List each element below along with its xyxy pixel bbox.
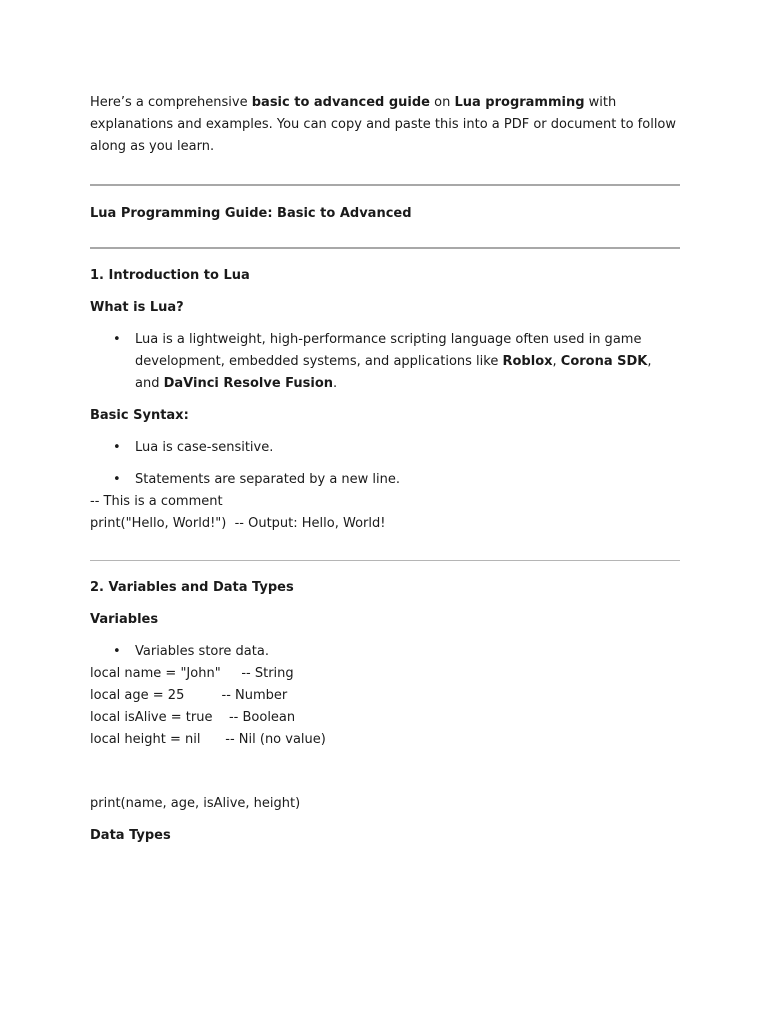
code-line: print(name, age, isAlive, height) <box>90 796 301 811</box>
section-1-heading: 1. Introduction to Lua <box>90 268 250 283</box>
data-types-heading: Data Types <box>90 828 171 843</box>
intro-text-2: on <box>429 95 455 110</box>
section-2 <box>90 577 680 847</box>
bullet-text: , <box>552 354 561 369</box>
bullet-icon: • <box>113 644 121 659</box>
divider <box>90 560 680 561</box>
section-2-heading: 2. Variables and Data Types <box>90 580 294 595</box>
section-1 <box>90 265 680 535</box>
bold-corona-sdk: Corona SDK <box>560 354 648 369</box>
code-line: print("Hello, World!") -- Output: Hello, World! <box>90 516 386 531</box>
code-line: local isAlive = true -- Boolean <box>90 710 296 725</box>
bullet-text: . <box>333 376 338 391</box>
doc-title: Lua Programming Guide: Basic to Advanced <box>90 206 412 221</box>
intro-paragraph <box>90 92 680 158</box>
bullet-icon: • <box>113 472 121 487</box>
list-item <box>90 329 680 395</box>
bold-roblox: Roblox <box>502 354 553 369</box>
document-page <box>90 92 680 847</box>
list-item <box>90 469 680 491</box>
divider <box>90 247 680 249</box>
basic-syntax-heading: Basic Syntax: <box>90 408 189 423</box>
list-item <box>90 437 680 459</box>
intro-bold-2: Lua programming <box>454 95 585 110</box>
list-item <box>90 641 680 663</box>
code-line: local name = "John" -- String <box>90 666 294 681</box>
doc-title-block <box>90 186 680 247</box>
code-line: local height = nil -- Nil (no value) <box>90 732 326 747</box>
intro-text-1: Here’s a comprehensive <box>90 95 252 110</box>
bullet-icon: • <box>113 332 121 347</box>
bullet-text: Statements are separated by a new line. <box>135 472 401 487</box>
what-is-lua-heading: What is Lua? <box>90 300 184 315</box>
variables-heading: Variables <box>90 612 159 627</box>
bold-davinci-resolve: DaVinci Resolve Fusion <box>163 376 334 391</box>
what-is-lua-list <box>90 329 680 395</box>
bullet-text: , and <box>135 354 652 391</box>
bullet-text: Variables store data. <box>135 644 269 659</box>
code-line: local age = 25 -- Number <box>90 688 288 703</box>
bullet-text: Lua is a lightweight, high-performance scripting language often used in game development, embedded systems, and applications like <box>135 332 642 369</box>
basic-syntax-list <box>90 437 680 491</box>
code-line: -- This is a comment <box>90 494 223 509</box>
variables-list <box>90 641 680 663</box>
intro-bold-1: basic to advanced guide <box>251 95 430 110</box>
intro-text-3: with explanations and examples. You can copy and paste this into a PDF or document to follow along as you learn. <box>90 95 677 154</box>
bullet-icon: • <box>113 440 121 455</box>
bullet-text: Lua is case-sensitive. <box>135 440 274 455</box>
